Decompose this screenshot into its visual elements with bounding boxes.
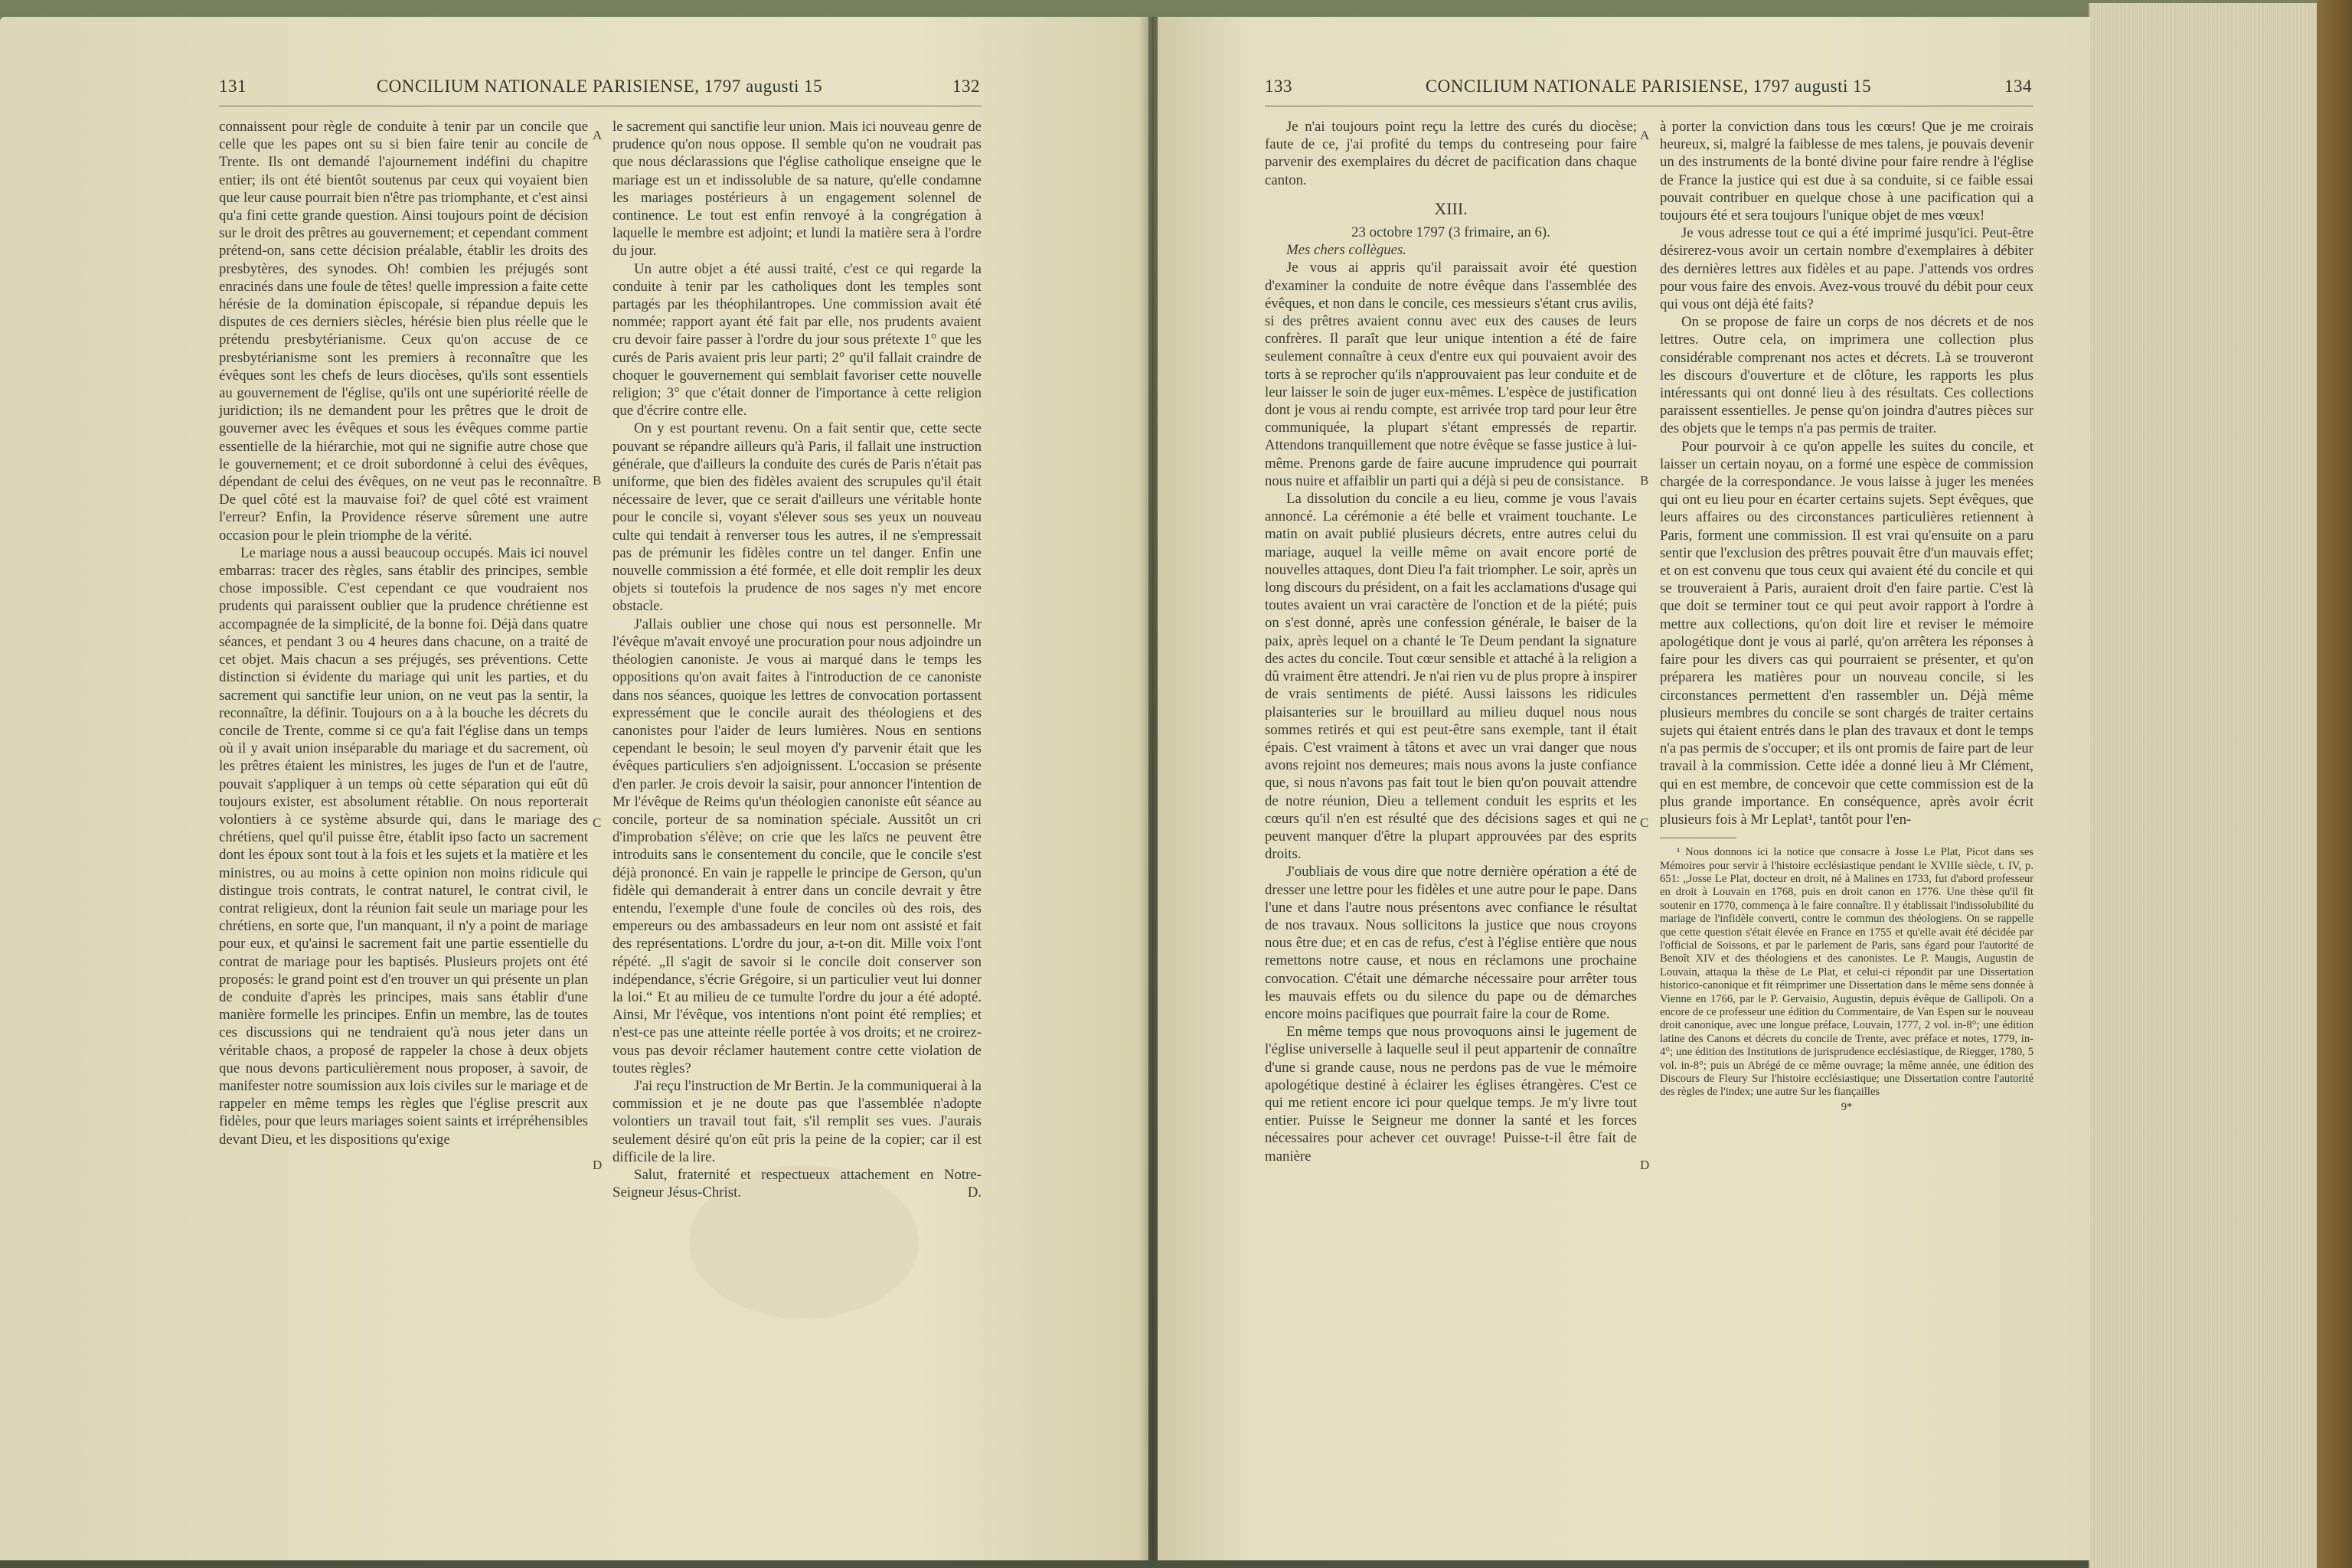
footnote-text: ¹ Nous donnons ici la notice que consacre à Josse Le Plat, Picot dans ses Mémoires pour servir à l'histoire ecclésiastique pendant le XVIIIe siècle, t. IV, p. 651: „Josse Le Plat, docteur en droit, né à Malines en 1733, fut d'abord professeur en droit à Louvain en 1768, puis en droit canon en 1776. Une thèse qu'il fit soutenir en 1770, commença à le faire connaître. Il y établissait l'indissolubilité du mariage de l'infidèle converti, contre le commun des théologiens. On se rappelle que cette question s'était élevée en France en 1755 et qu'elle avait été décidée par l'official de Soissons, et par le parlement de Paris, sans égard pour l'autorité de Benoît XIV et des théologiens et des canonistes. Le P. Maugis, Augustin de Louvain, attaqua la thèse de Le Plat, et celui-ci répondit par une Dissertation historico-canonique et fit réimprimer une Dissertation dans le même sens donnée à Vienne en 1766, par le P. Gervaisio, Augustin, depuis évêque de Gallipoli. On a encore de ce professeur une édition du Commentaire, de Van Espen sur le nouveau droit canonique, avec une longue préface, Louvain, 1777, 2 vol. in-8°; une édition latine des Canons et décrets du concile de Trente, avec préface et notes, 1779, in-4°; une édition des Institutions de jurisprudence ecclésiastique, de Riegger, 1780, 5 vol. in-8°; puis un Abrégé de ce même ouvrage; la même année, une édition des Discours de Fleury Sur l'histoire ecclésiastique; une Dissertation contre l'autorité des règles de l'index; une autre Sur les fiançailles [1660, 846, 2034, 1099]
left-page [0, 17, 1148, 1560]
margin-letter: A [593, 128, 603, 142]
text-column [1265, 118, 1637, 1165]
paragraph: On se propose de faire un corps de nos décrets et de nos lettres. Outre cela, on imprimera une collection plus considérable comprenant nos actes et décrets. Là se trouveront les discours d'ouverture et de clôture, les rapports les plus intéressants qui ont donné lieu à des résultats. Ces collections paraissent essentielles. Je pense qu'on joindra d'autres pièces sur des objets que le temps n'a pas permis de traiter. [1660, 314, 2034, 437]
closing-salutation [612, 1166, 982, 1201]
paragraph: J'ai reçu l'instruction de Mr Bertin. Je la communiquerai à la commission et je ne doute pas que l'assemblée n'adopte volontiers un travail tout fait, s'il remplit ses vues. J'aurais seulement désiré qu'on eût pris la peine de la copier; car il est difficile de la lire. [612, 1077, 982, 1165]
footnote [1660, 846, 2034, 1114]
page-number: 132 [952, 77, 980, 96]
section-number: XIII. [1434, 198, 1468, 218]
text-column [612, 118, 982, 1201]
running-head [219, 77, 980, 107]
paragraph: Je n'ai toujours point reçu la lettre des curés du diocèse; faute de ce, j'ai profité du temps du contreseing pour faire parvenir des exemplaires du décret de pacification dans chaque canton. [1265, 119, 1637, 188]
paragraph: Je vous ai appris qu'il paraissait avoir été question d'examiner la conduite de notre évêque dans l'assemblée des évêques, et non dans le concile, ces messieurs s'étant crus avilis, si des prêtres avaient connu avec eux des causes de leurs confrères. Il paraît que leur unique intention a été de faire seulement connaître à ceux d'entre eux qui pouvaient avoir des torts à se reprocher qu'ils n'approuvaient pas leur conduite et de leur laisser le soin de juger eux-mêmes. L'espèce de justification dont je vous ai rendu compte, est arrivée trop tard pour leur être communiquée, la plupart s'étant empressés de repartir. Attendons tranquillement que notre évêque se fasse justice à lui-même. Prenons garde de faire aucune imprudence qui pourrait nous nuire et affaiblir un parti qui a déjà si peu de consistance. [1265, 260, 1637, 489]
margin-letter: D [1640, 1158, 1650, 1172]
margin-letter: A [1640, 128, 1650, 142]
signature-mark: 9* [1841, 1100, 1853, 1113]
running-title: CONCILIUM NATIONALE PARISIENSE, 1797 augusti 15 [376, 77, 823, 96]
paragraph: J'oubliais de vous dire que notre dernière opération a été de dresser une lettre pour les fidèles et une autre pour le pape. Dans l'une et dans l'autre nous présentons avec confiance le résultat de nos travaux. Nous sollicitons la justice que nous croyons nous être due; et en cas de refus, c'est à l'église entière que nous remettons notre cause, et nous en réclamons une prochaine convocation. C'était une démarche nécessaire pour arrêter tous les mauvais effets ou du silence du pape ou de démarches encore moins pacifiques que pourrait faire la cour de Rome. [1265, 864, 1637, 1022]
text-column [1660, 118, 2034, 1114]
page-number: 131 [219, 77, 247, 96]
page-number: 133 [1265, 77, 1292, 96]
paragraph: connaissent pour règle de conduite à tenir par un concile que celle que les papes ont su si bien faire tenir au concile de Trente. Ils ont demandé l'ajournement indéfini du chapitre entier; ils ont été bientôt soutenus par ceux qui voyaient bien que leur cause pourrait bien n'être pas triomphante, et c'est ainsi qu'a fini cette grande question. Ainsi toujours point de décision sur le droit des prêtres au gouvernement; et cependant comment prétend-on, sans cette décision préalable, établir les droits des presbytères, des synodes. Oh! combien les préjugés sont enracinés dans une foule de têtes! quelle impression a faite cette hérésie de la domination épiscopale, si répandue depuis les disputes de ces derniers siècles, hérésie bien plus réelle que le prétendu presbytérianisme. Ceux qu'on accuse de ce presbytérianisme sont les premiers à reconnaître que les évêques sont les chefs de leurs diocèses, qu'ils sont essentiels au gouvernement de l'église, qu'ils ont une supériorité réelle de juridiction; ils ne demandent pour les prêtres que le droit de gouverner avec les évêques et sous les évêques comme partie essentielle de la hiérarchie, mot qui ne signifie autre chose que le gouvernement; et ce droit subordonné à celui des évêques, dépendant de celui des évêques, on ne veut pas le reconnaître. De quel côté est la mauvaise foi? de quel côté est vraiment l'erreur? Enfin, la Providence réserve sûrement une autre occasion pour le plein triomphe de la vérité. [219, 119, 588, 544]
paragraph: On y est pourtant revenu. On a fait sentir que, cette secte pouvant se répandre ailleurs qu'à Paris, il fallait une instruction générale, que d'ailleurs la conduite des curés de Paris n'était pas uniforme, que bien des fidèles avaient des scrupules qu'il était nécessaire de lever, que ce serait d'ailleurs une véritable honte pour le concile si, voyant s'élever sous ses yeux un nouveau culte qui tendait à renverser tous les autres, il ne s'empressait pas de prémunir les fidèles contre un tel danger. Enfin une nouvelle commission a été formée, et elle doit remplir les deux objets si toutefois la prudence de nos sages n'y met encore obstacle. [612, 420, 982, 615]
paragraph: à porter la conviction dans tous les cœurs! Que je me croirais heureux, si, malgré la faiblesse de mes talens, je pouvais devenir un des instruments de la bonté divine pour faire rendre à l'église de France la justice qui est due à sa conduite, si ce faible essai pouvait contribuer en quelque chose à une pacification qui a toujours été et sera toujours l'unique objet de mes vœux! [1660, 119, 2034, 224]
paragraph: La dissolution du concile a eu lieu, comme je vous l'avais annoncé. La cérémonie a été belle et vraiment touchante. Le matin on avait publié plusieurs décrets, entre autres celui du mariage, auquel la veille même on avait encore porté de nouvelles attaques, dont Dieu l'a fait triompher. Le soir, après un long discours du président, on a fait les acclamations d'usage qui toutes avaient un vrai caractère de l'onction et de la piété; puis on s'est donné, après une confession générale, le baiser de la paix, après lequel on a chanté le Te Deum pendant la signature des actes du concile. Tout cœur sensible et attaché à la religion a dû vraiment être attendri. Je n'ai rien vu de plus propre à inspirer de vrais sentiments de piété. Aussi laissons les ridicules plaisanteries sur le brouillard au milieu duquel nous nous sommes retirés et qui est peut-être sans exemple, tant il était épais. C'est vraiment à tâtons et avec un vrai danger que nous avons rejoint nos demeures; mais nous avons la juste confiance que, si nous n'avons pas fait tout le bien qu'on pouvait attendre de notre réunion, Dieu a tellement conduit les esprits et les cœurs qu'il n'en est résulté que des décisions sages et qui ne peuvent manquer d'être la plupart approuvées par des esprits droits. [1265, 491, 1637, 863]
closing-text: Salut, fraternité et respectueux attachement en Notre-Seigneur Jésus-Christ. [612, 1166, 982, 1201]
margin-letter: C [1640, 815, 1649, 830]
paragraph: Un autre objet a été aussi traité, c'est ce qui regarde la conduite à tenir par les catholiques dont les temples sont partagés par les théophilantropes. Une commission avait été nommée; rapport ayant été fait par elle, nos prudents avaient cru devoir faire passer à l'ordre du jour sous prétexte 1° que les curés de Paris avaient pris leur parti; 2° qu'il fallait craindre de choquer le gouvernement qui semblait favoriser cette nouvelle religion; 3° que c'était donner de l'importance à cette religion que d'écrire contre elle. [612, 260, 982, 420]
paragraph: Je vous adresse tout ce qui a été imprimé jusqu'ici. Peut-être désirerez-vous avoir un certain nombre d'exemplaires à débiter des dernières lettres aux fidèles et au pape. J'attends vos ordres pour vous faire des envois. Avez-vous trouvé du débit pour ceux qui vous ont déjà été faits? [1660, 225, 2034, 313]
margin-letter: B [1640, 473, 1649, 488]
running-head [1265, 77, 2032, 107]
paragraph: J'allais oublier une chose qui nous est personnelle. Mr l'évêque m'avait envoyé une procuration pour nous adjoindre un théologien canoniste. Je vous ai marqué dans le temps les oppositions qu'on avait faites à l'introduction de ce canoniste dans nos séances, quoique les lettres de convocation portassent expressément que le concile aurait des théologiens et des canonistes pour l'aider de leurs lumières. Nous en sentions cependant le besoin; le seul moyen d'y parvenir était que les évêques particuliers s'en adjoignissent. L'occasion se présente d'en parler. Je crois devoir la saisir, pour annoncer l'intention de Mr l'évêque de Reims qu'un théologien canoniste eût séance au concile, porteur de sa nomination spéciale. Aussitôt un cri d'improbation s'élève; on crie que les laïcs ne peuvent être introduits sans le consentement du concile, que le concile s'est déjà prononcé. En vain je rappelle le principe de Gerson, qu'un fidèle qui demanderait à entrer dans un concile devrait y être entendu, l'exemple d'une foule de conciles où des rois, des empereurs ou des ambassadeurs en leur nom ont assisté et fait des représentations. L'ordre du jour, a-t-on dit. Mille voix l'ont répété. „Il s'agit de savoir si le concile doit conserver son indépendance, s'écrie Grégoire, si un particulier veut lui donner la loi.“ Et au milieu de ce tumulte l'ordre du jour a été adopté. Ainsi, Mr l'évêque, vos intentions n'ont point été remplies; et n'est-ce pas une atteinte réelle portée à vos droits; et ne croirez-vous pas devoir réclamer hautement contre cette violation de toutes règles? [612, 616, 982, 1076]
paragraph: En même temps que nous provoquons ainsi le jugement de l'église universelle à laquelle seul il peut appartenir de connaître d'une si grande cause, nous ne perdons pas de vue le mémoire apologétique destiné à éclairer les églises étrangères. C'est ce qui me retient encore ici pour quelque temps. Je m'y livre tout entier. Puisse le Seigneur me donner la santé et les forces nécessaires pour achever cet ouvrage! Puisse-t-il être fait de manière [1265, 1024, 1637, 1165]
signature: D. [967, 1184, 982, 1201]
salutation [1265, 241, 1637, 259]
margin-letter: C [593, 815, 602, 830]
salutation-text: Mes chers collègues. [1286, 242, 1406, 259]
paragraph: Pour pourvoir à ce qu'on appelle les suites du concile, et laisser un certain noyau, on a formé une espèce de commission chargée de la correspondance. Je vous laisse à juger les menées qui ont eu lieu pour en écarter certains sujets. Sept évêques, que leurs affaires ou des circonstances particulières retiennent à Paris, forment une commission. Il est vrai qu'ensuite on a paru sentir que l'exclusion des prêtres pouvait être d'un mauvais effet; et on est convenu que tous ceux qui avaient été du concile et qui se trouveraient à Paris, auraient droit d'en faire partie. C'est là que doit se terminer tout ce qui peut avoir rapport à l'ordre à mettre aux collections, qu'on doit lire et reviser le mémoire apologétique dont je vous ai parlé, qu'on arrêtera les réponses à faire pour les divers cas qui pourraient se présenter, et qu'on préparera les matières pour un nouveau concile, si les circonstances permettent d'en rassembler un. Déjà même plusieurs membres du concile se sont chargés de traiter certains sujets qui étaient entrés dans le plan des travaux et dont le temps n'a pas permis de s'occuper; et ils ont promis de faire part de leur travail à la commission. Cette idée a donné lieu à Mr Clément, qui en est membre, de concevoir que cette commission est de la plus grande importance. En conséquence, après avoir écrit plusieurs fois à Mr Leplat¹, tantôt pour l'en- [1660, 438, 2034, 828]
book-binding [2317, 0, 2352, 1568]
running-title: CONCILIUM NATIONALE PARISIENSE, 1797 augusti 15 [1425, 77, 1872, 96]
right-page [1158, 17, 2090, 1560]
margin-letter: D [593, 1158, 603, 1172]
text-column [219, 118, 588, 1148]
page-number: 134 [2004, 77, 2032, 96]
book-fore-edge [2089, 3, 2352, 1568]
paragraph: Le mariage nous a aussi beaucoup occupés. Mais ici nouvel embarras: tracer des règles, sans établir des principes, semble chose impossible. C'est cependant ce que voudraient nos prudents qui paraissent oublier que la prudence chrétienne est accompagnée de la simplicité, de la bonne foi. Déjà dans quatre séances, et pendant 3 ou 4 heures dans chacune, on a traité de cet objet. Mais chacun a ses préjugés, ses préventions. Cette distinction si évidente du mariage qui unit les parties, et du sacrement qui sanctifie leur union, on ne veut pas la sentir, la reconnaître, la définir. Toujours on a à la bouche les décrets du concile de Trente, comme si ce qu'a fait l'église dans un temps où il y avait union inséparable du mariage et du sacrement, où les prêtres étaient les ministres, les juges de l'un et de l'autre, pouvait s'appliquer à un temps où cette séparation qui eût dû toujours exister, est absolument rétablie. On nous reporterait volontiers à ce système absurde qui, dans le mariage des chrétiens, quel qu'il puisse être, établit ipso facto un sacrement dont les époux sont tout à la fois et les sujets et la matière et les ministres, ou au moins à cette opinion non moins ridicule qui distingue trois contrats, le contrat naturel, le contrat civil, le contrat religieux, dont la réunion fait seule un mariage pour les chrétiens, en sorte que, l'un manquant, il n'y a point de mariage pour eux, et qu'ainsi le sacrement fait une partie essentielle du contrat de mariage pour les baptisés. Plusieurs projets ont été proposés: le grand point est d'en trouver un qui présente un plan de conduite d'après les principes, mais sans établir d'une manière formelle les principes. Enfin un membre, las de toutes ces discussions qui ne tendraient qu'à nous jeter dans un véritable chaos, a proposé de rappeler la chose à deux objets que nous devons particulièrement nous proposer, à savoir, de manifester notre soumission aux lois civiles sur le mariage et de rappeler en même temps les règles que l'église prescrit aux fidèles, pour que leurs mariages soient saints et irrépréhensibles devant Dieu, et les dispositions qu'exige [219, 544, 588, 1148]
section-date: 23 octobre 1797 (3 frimaire, an 6). [1351, 224, 1550, 241]
paragraph: le sacrement qui sanctifie leur union. Mais ici nouveau genre de prudence qu'on nous oppose. Il semble qu'on ne voudrait pas que nous déclarassions que l'église catholique enseigne que le mariage est un et indissoluble de sa nature, qu'elle condamne les mariages postérieurs à un engagement solennel de continence. Le tout est enfin renvoyé à la congrégation à laquelle le membre est adjoint; et lundi la matière sera à l'ordre du jour. [612, 119, 982, 260]
margin-letter: B [593, 473, 602, 488]
